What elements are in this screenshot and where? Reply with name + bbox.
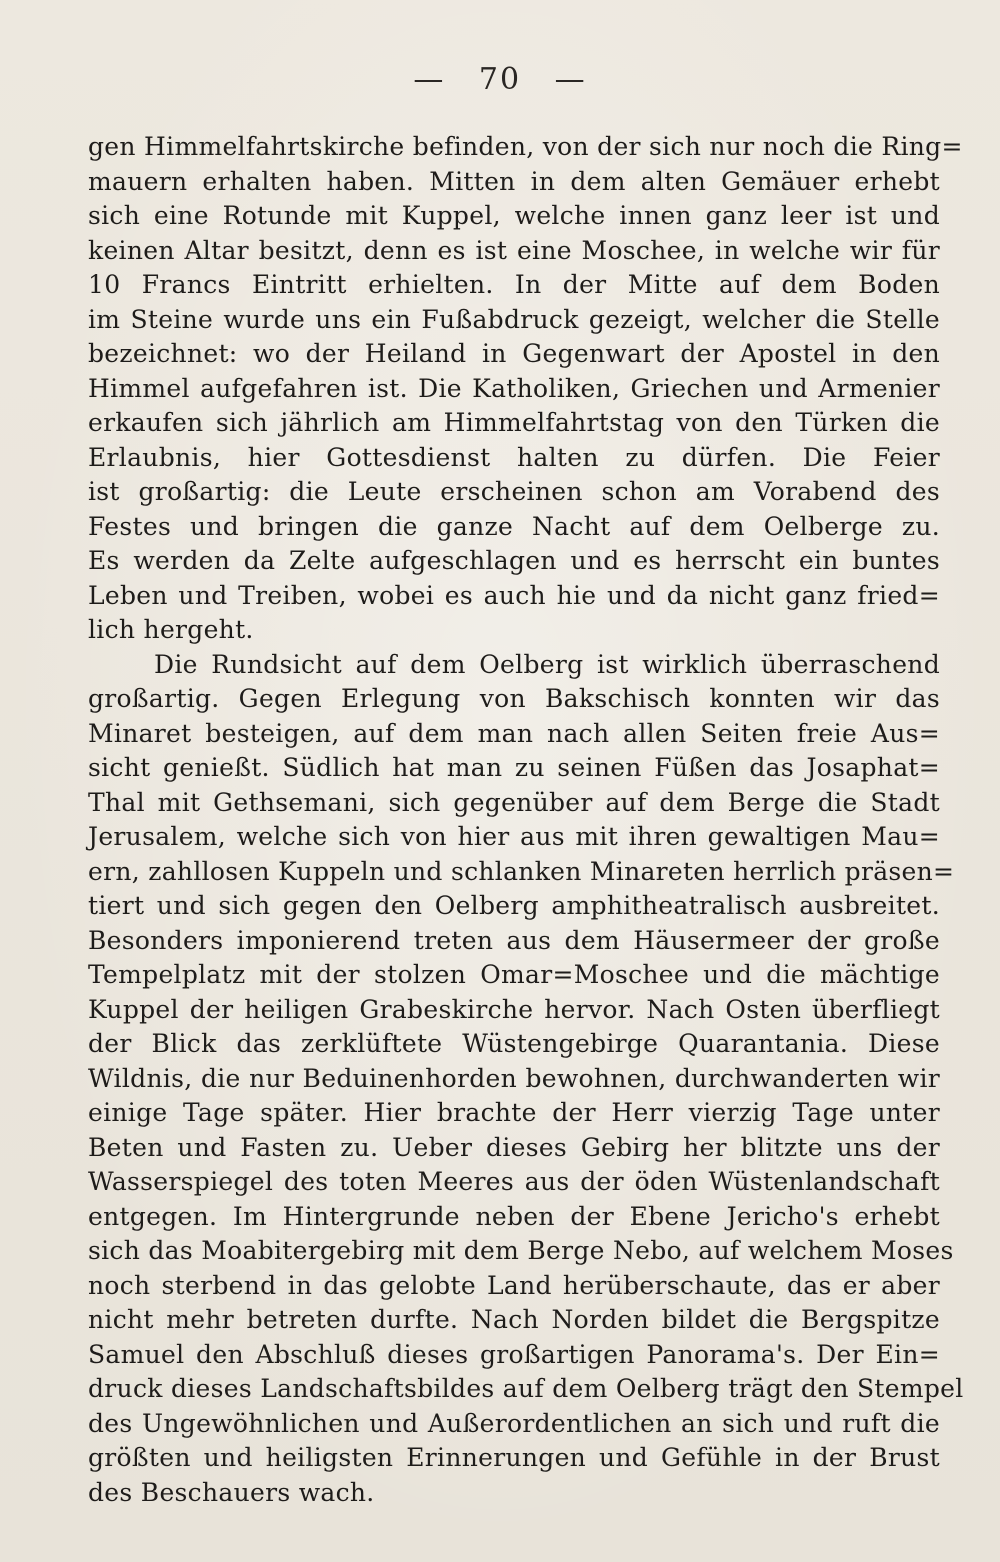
text-line: Besonders imponierend treten aus dem Häusermeer der große [88, 925, 940, 955]
text-line: Festes und bringen die ganze Nacht auf dem Oelberge zu. [88, 511, 940, 541]
text-line: 10 Francs Eintritt erhielten. In der Mitte auf dem Boden [88, 270, 940, 299]
text-line: Wasserspiegel des toten Meeres aus der öden Wüstenlandschaft [88, 1167, 940, 1196]
text-line: Beten und Fasten zu. Ueber dieses Gebirg her blitzte uns der [88, 1132, 940, 1162]
text-line: ern, zahllosen Kuppeln und schlanken Minareten herrlich präsen= [88, 856, 955, 886]
paragraph-2 [88, 648, 964, 1511]
text-line: Thal mit Gethsemani, sich gegenüber auf dem Berge die Stadt [88, 787, 940, 817]
text-line: noch sterbend in das gelobte Land herüberschaute, das er aber [88, 1270, 940, 1300]
header-dash-left: — [413, 62, 446, 97]
text-line: Wildnis, die nur Beduinenhorden bewohnen, durchwanderten wir [88, 1063, 940, 1093]
text-line: keinen Altar besitzt, denn es ist eine Moschee, in welche wir für [88, 235, 940, 265]
body-text [88, 130, 964, 1510]
text-line: lich hergeht. [88, 615, 254, 644]
text-line: Leben und Treiben, wobei es auch hie und da nicht ganz fried= [88, 580, 940, 610]
text-line: gen Himmelfahrtskirche befinden, von der sich nur noch die Ring= [88, 132, 963, 161]
text-line: Die Rundsicht auf dem Oelberg ist wirklich überraschend [154, 649, 940, 679]
text-line: Kuppel der heiligen Grabeskirche hervor. Nach Osten überfliegt [88, 994, 940, 1024]
text-line: des Ungewöhnlichen und Außerordentlichen an sich und ruft die [88, 1408, 940, 1438]
text-line: Minaret besteigen, auf dem man nach allen Seiten freie Aus= [88, 718, 940, 748]
text-line: im Steine wurde uns ein Fußabdruck gezeigt, welcher die Stelle [88, 304, 940, 334]
text-line: mauern erhalten haben. Mitten in dem alten Gemäuer erhebt [88, 166, 940, 196]
text-line: ist großartig: die Leute erscheinen schon am Vorabend des [88, 477, 940, 506]
text-line: bezeichnet: wo der Heiland in Gegenwart der Apostel in den [88, 339, 940, 368]
text-line: sicht genießt. Südlich hat man zu seinen Füßen das Josaphat= [88, 753, 940, 782]
text-line: des Beschauers wach. [88, 1477, 375, 1507]
text-line: Tempelplatz mit der stolzen Omar=Moschee und die mächtige [88, 960, 940, 989]
paragraph-1 [88, 130, 963, 648]
text-line: tiert und sich gegen den Oelberg amphitheatralisch ausbreitet. [88, 891, 940, 920]
page-number: 70 [478, 62, 522, 97]
text-line: sich eine Rotunde mit Kuppel, welche innen ganz leer ist und [88, 201, 940, 230]
page-header [0, 62, 1000, 97]
text-line: großartig. Gegen Erlegung von Bakschisch konnten wir das [88, 684, 940, 713]
text-line: Erlaubnis, hier Gottesdienst halten zu dürfen. Die Feier [88, 442, 940, 472]
text-line: einige Tage später. Hier brachte der Herr vierzig Tage unter [88, 1098, 940, 1127]
header-dash-right: — [554, 62, 587, 97]
text-line: Es werden da Zelte aufgeschlagen und es herrscht ein buntes [88, 546, 940, 575]
text-line: druck dieses Landschaftsbildes auf dem Oelberg trägt den Stempel [88, 1374, 964, 1403]
text-line: sich das Moabitergebirg mit dem Berge Nebo, auf welchem Moses [88, 1236, 954, 1265]
text-line: entgegen. Im Hintergrunde neben der Ebene Jericho's erhebt [88, 1201, 940, 1231]
text-line: Jerusalem, welche sich von hier aus mit ihren gewaltigen Mau= [88, 822, 940, 851]
text-line: nicht mehr betreten durfte. Nach Norden bildet die Bergspitze [88, 1305, 940, 1334]
text-line: erkaufen sich jährlich am Himmelfahrtstag von den Türken die [88, 408, 940, 437]
text-line: Samuel den Abschluß dieses großartigen Panorama's. Der Ein= [88, 1339, 940, 1369]
text-line: größten und heiligsten Erinnerungen und Gefühle in der Brust [88, 1443, 940, 1472]
text-line: Himmel aufgefahren ist. Die Katholiken, Griechen und Armenier [88, 373, 940, 403]
text-line: der Blick das zerklüftete Wüstengebirge Quarantania. Diese [88, 1029, 940, 1058]
